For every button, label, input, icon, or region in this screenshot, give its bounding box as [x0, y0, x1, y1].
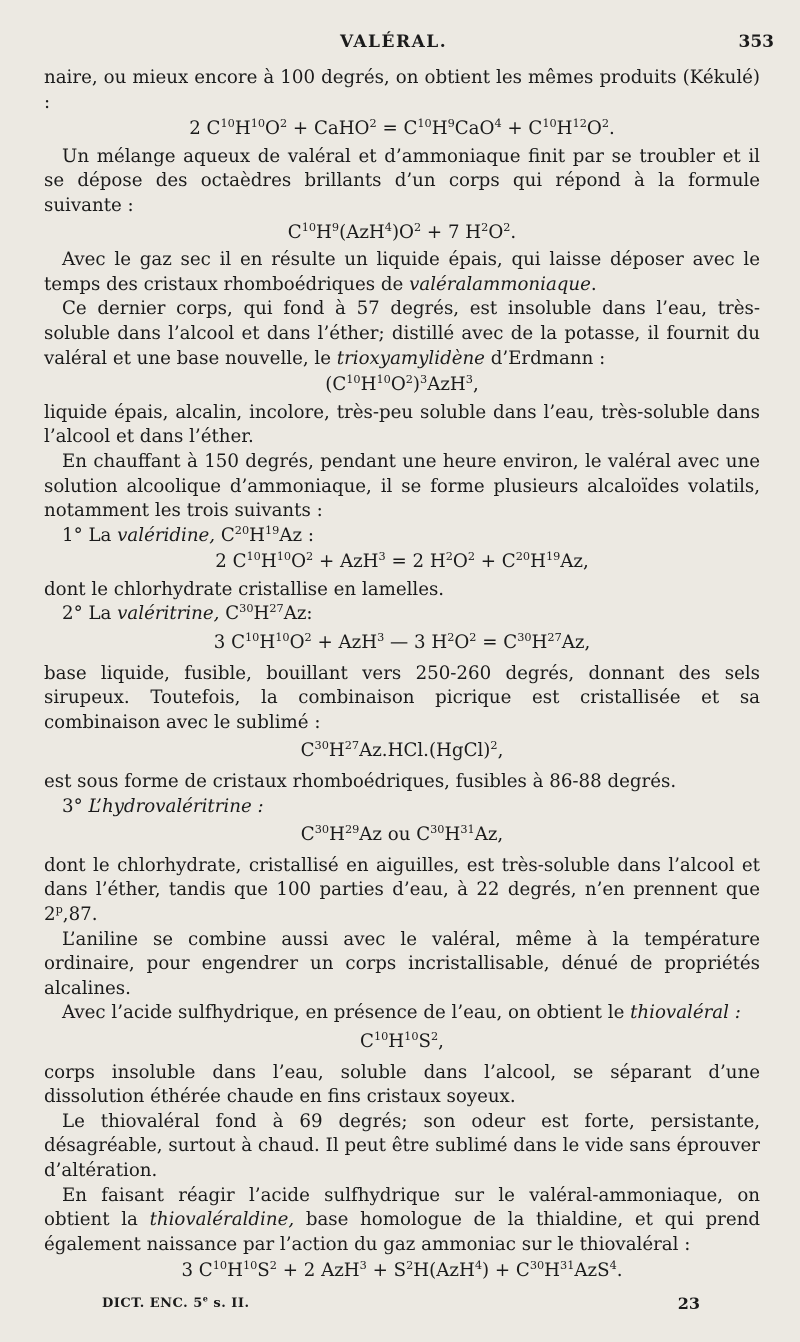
list-item-valeritrine: 2° La valéritrine, $C^{30}H^{27}Az$: [62, 602, 313, 625]
paragraph: En chauffant à 150 degrés, pendant une heure environ, le valéral avec une solution alcoolique d’ammoniaque, il se forme plusieurs alcaloïdes volatils, notamment les trois suivants : [44, 450, 760, 522]
term-hydrovaleritrine: L’hydrovaléritrine : [88, 795, 264, 817]
formula-calcium-salt: 2 $C^{10}H^{10}O^2$ + CaHO$^2$ = $C^{10}H^9CaO^4 + C^{10}H^{12}O^2$. [189, 117, 615, 140]
list-item-valeridine: 1° La valéridine, $C^{20}H^{19}Az$ : [62, 523, 314, 546]
paragraph: dont le chlorhydrate, cristallisé en aiguilles, est très-soluble dans l’alcool et dans l’éther, tandis que 100 parties d’eau, à 22 degrés, n’en prennent que 2$^p$,87. [44, 854, 760, 925]
signature-mark: DICT. ENC. 5e s. II. [102, 1293, 250, 1311]
page-number: 353 [738, 32, 774, 52]
formula-hydrovaleritrine: $C^{30}H^{29}Az$ ou $C^{30}H^{31}Az$, [300, 823, 504, 846]
formula-valeritrine: 3 $C^{10}H^{10}O^2 + AzH^3$ — 3 $H^2O^2 = C^{30}H^{27}Az$, [213, 631, 591, 654]
term-thiovaleral: thiovaléral : [630, 1002, 741, 1024]
running-title: VALÉRAL. [340, 32, 448, 52]
paragraph: L’aniline se combine aussi avec le valéral, même à la température ordinaire, pour engendrer un corps incristallisable, dénué de propriétés alcalines. [44, 928, 760, 999]
paragraph: liquide épais, alcalin, incolore, très-peu soluble dans l’eau, très-soluble dans l’alcool et dans l’éther. [44, 401, 760, 448]
body-text [44, 66, 760, 1287]
formula-thiovaleraldine: 3 $C^{10}H^{10}S^2 + 2$ $AzH^3 + S^2H(AzH^4) + C^{30}H^{31}AzS^4$. [181, 1259, 623, 1282]
paragraph: naire, ou mieux encore à 100 degrés, on obtient les mêmes produits (Kékulé) : [44, 67, 760, 113]
paragraph: Avec le gaz sec il en résulte un liquide épais, qui laisse déposer avec le temps des cristaux rhomboédriques de valéralammoniaque. [44, 249, 760, 295]
term-thiovaleraldine: thiovaléraldine, [149, 1209, 295, 1231]
formula-thiovaleral: $C^{10}H^{10}S^2$, [360, 1029, 444, 1052]
formula-valeridine: 2 $C^{10}H^{10}O^2 + AzH^3 = 2$ $H^2O^2 + C^{20}H^{19}Az$, [215, 550, 589, 573]
formula-trioxyamylidene: $(C^{10}H^{10}O^2)^3AzH^3$, [325, 373, 479, 396]
list-item-hydrovaleritrine: 3° L’hydrovaléritrine : [62, 795, 264, 817]
term-valeralammoniaque: valéralammoniaque [409, 273, 591, 295]
paragraph: Ce dernier corps, qui fond à 57 degrés, est insoluble dans l’eau, très-soluble dans l’alcool et dans l’éther; distillé avec de la potasse, il fournit du valéral et une base nouvelle, le trioxyamylidène d’Erdmann : [44, 298, 760, 369]
formula-octahedra: $C^{10}H^9(AzH^4)O^2 + 7$ $H^2O^2$. [287, 220, 517, 243]
paragraph: En faisant réagir l’acide sulfhydrique sur le valéral-ammoniaque, on obtient la thiovaléraldine, base homologue de la thialdine, et qui prend également naissance par l’action du gaz ammoniac sur le thiovaléral : [44, 1184, 760, 1255]
term-valeritrine: valéritrine, [117, 603, 220, 625]
paragraph: Un mélange aqueux de valéral et d’ammoniaque finit par se troubler et il se dépose des octaèdres brillants d’un corps qui répond à la formule suivante : [44, 145, 760, 216]
paragraph: Avec l’acide sulfhydrique, en présence de l’eau, on obtient le thiovaléral : [62, 1002, 741, 1024]
term-trioxyamylidene: trioxyamylidène [336, 347, 485, 369]
paragraph: base liquide, fusible, bouillant vers 250-260 degrés, donnant des sels sirupeux. Toutefois, la combinaison picrique est cristallisée et sa combinaison avec le sublimé : [44, 662, 760, 733]
paragraph: dont le chlorhydrate cristallise en lamelles. [44, 578, 445, 600]
formula-sublimate: $C^{30}H^{27}Az.HCl.(HgCl)^2$, [300, 739, 504, 762]
paragraph: corps insoluble dans l’eau, soluble dans l’alcool, se séparant d’une dissolution éthérée chaude en fins cristaux soyeux. [44, 1061, 760, 1108]
term-valeridine: valéridine, [117, 524, 216, 546]
paragraph: est sous forme de cristaux rhomboédriques, fusibles à 86-88 degrés. [44, 771, 677, 793]
paragraph: Le thiovaléral fond à 69 degrés; son odeur est forte, persistante, désagréable, surtout à chaud. Il peut être sublimé dans le vide sans éprouver d’altération. [44, 1110, 760, 1181]
signature-number: 23 [677, 1294, 700, 1313]
